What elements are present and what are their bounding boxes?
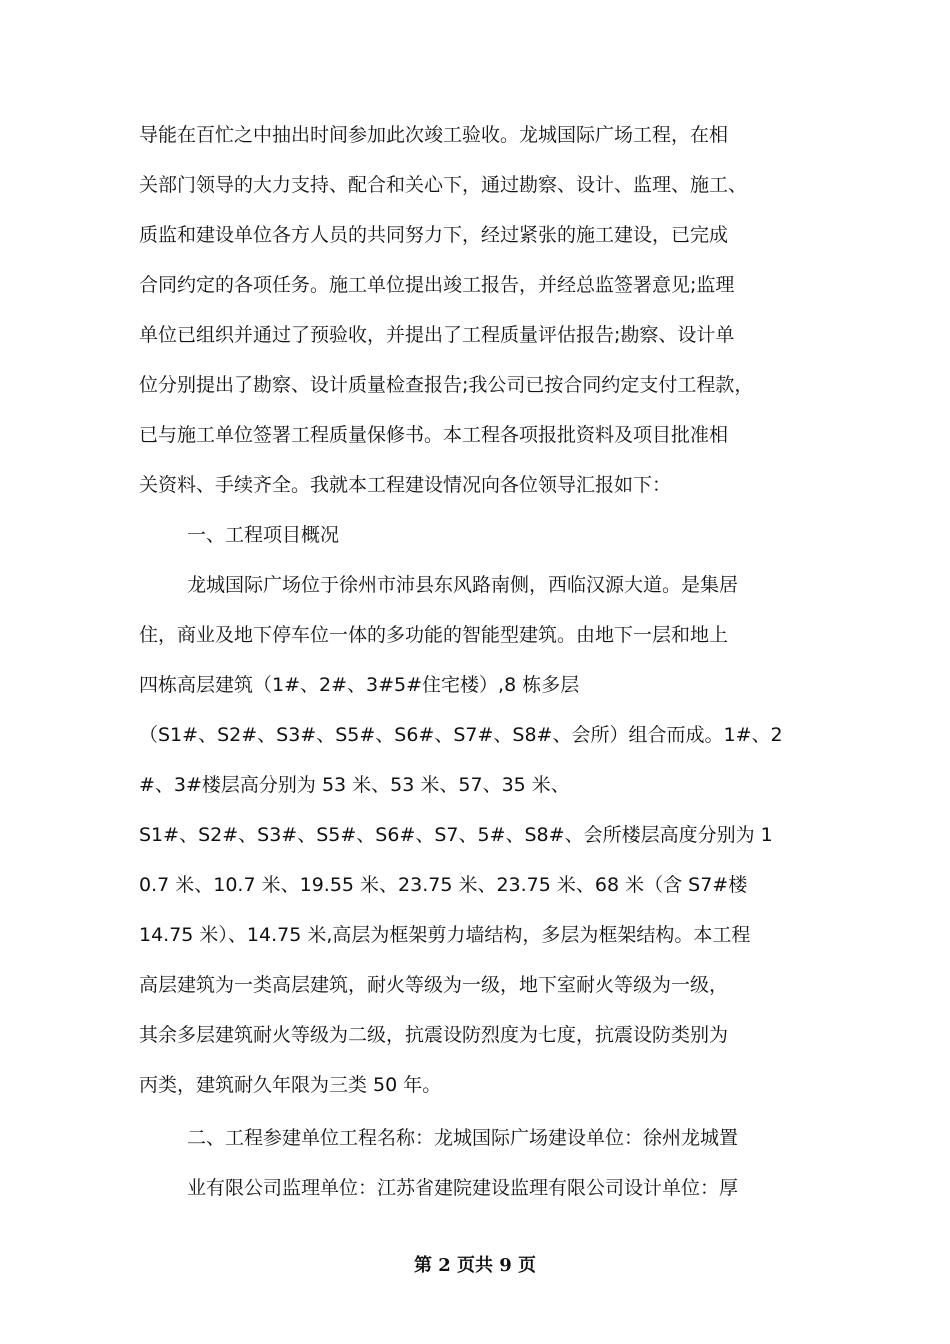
page-number-footer: 第 2 页共 9 页 — [413, 1255, 537, 1276]
body-text-line: （S1#、S2#、S3#、S5#、S6#、S7#、S8#、会所）组合而成。1#、2 — [139, 724, 783, 746]
body-text-line: 合同约定的各项任务。施工单位提出竣工报告，并经总监签署意见;监理 — [139, 274, 735, 296]
body-text-line: 其余多层建筑耐火等级为二级，抗震设防烈度为七度，抗震设防类别为 — [139, 1024, 729, 1046]
body-text-line: 质监和建设单位各方人员的共同努力下，经过紧张的施工建设，已完成 — [139, 224, 729, 246]
body-text-line: 龙城国际广场位于徐州市沛县东风路南侧，西临汉源大道。是集居 — [187, 574, 739, 596]
section-heading: 二、工程参建单位工程名称：龙城国际广场建设单位：徐州龙城置 — [187, 1127, 739, 1149]
body-text-line: 单位已组织并通过了预验收，并提出了工程质量评估报告;勘察、设计单 — [139, 324, 735, 346]
body-text-line: 14.75 米）、14.75 米,高层为框架剪力墙结构，多层为框架结构。本工程 — [139, 924, 751, 946]
section-heading: 一、工程项目概况 — [187, 524, 340, 546]
body-text-line: 0.7 米、10.7 米、19.55 米、23.75 米、23.75 米、68 米（含 S7#楼 — [139, 874, 748, 896]
body-text-line: 业有限公司监理单位：江苏省建院建设监理有限公司设计单位：厚 — [187, 1177, 739, 1199]
body-text-line: 位分别提出了勘察、设计质量检查报告;我公司已按合同约定支付工程款， — [139, 374, 754, 396]
body-text-line: 高层建筑为一类高层建筑，耐火等级为一级，地下室耐火等级为一级， — [139, 974, 729, 996]
body-text-line: #、3#楼层高分别为 53 米、53 米、57、35 米、 — [139, 774, 570, 796]
body-text-line: 关资料、手续齐全。我就本工程建设情况向各位领导汇报如下： — [139, 474, 672, 496]
body-text-line: 丙类，建筑耐久年限为三类 50 年。 — [139, 1074, 442, 1096]
body-text-line: 四栋高层建筑（1#、2#、3#5#住宅楼）,8 栋多层 — [139, 674, 580, 696]
body-text-line: 关部门领导的大力支持、配合和关心下，通过勘察、设计、监理、施工、 — [139, 174, 748, 196]
body-text-line: S1#、S2#、S3#、S5#、S6#、S7、5#、S8#、会所楼层高度分别为 1 — [139, 824, 773, 846]
body-text-line: 住，商业及地下停车位一体的多功能的智能型建筑。由地下一层和地上 — [139, 624, 729, 646]
body-text-line: 导能在百忙之中抽出时间参加此次竣工验收。龙城国际广场工程，在相 — [139, 124, 729, 146]
body-text-line: 已与施工单位签署工程质量保修书。本工程各项报批资料及项目批准相 — [139, 424, 729, 446]
